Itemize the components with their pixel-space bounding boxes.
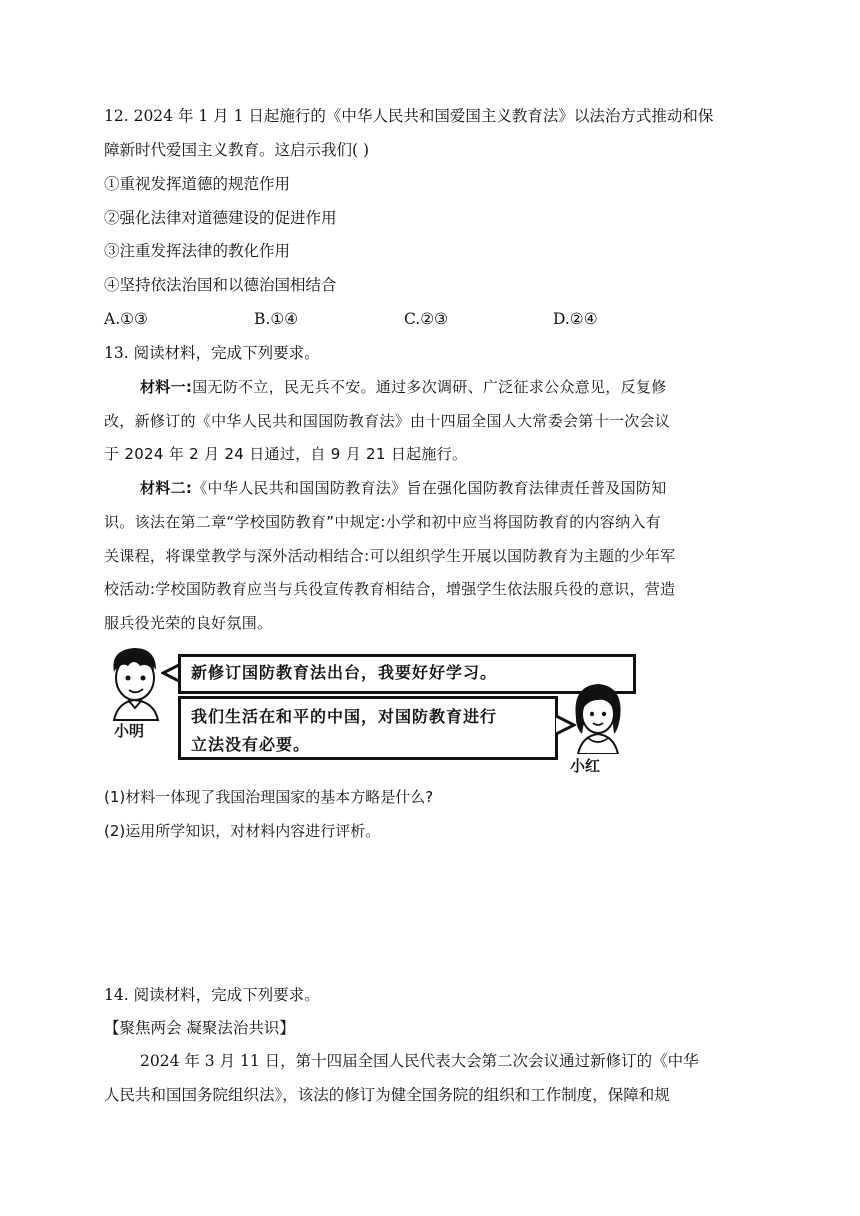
q14-section-heading: 【聚焦两会 凝聚法治共识】 [104, 1019, 295, 1037]
material2-line5: 服兵役光荣的良好氛围。 [104, 614, 273, 632]
choice-a: A.①③ [104, 310, 148, 328]
q12-statement-4: ④坚持依法治国和以德治国相结合 [104, 276, 337, 294]
material2-line4: 校活动:学校国防教育应当与兵役宣传教育相结合，增强学生依法服兵役的意识，营造 [104, 580, 676, 598]
material2-label: 材料二: [140, 479, 193, 497]
q13-subquestion-1: (1)材料一体现了我国治理国家的基本方略是什么? [104, 788, 434, 806]
q14-paragraph-line1: 2024 年 3 月 11 日，第十四届全国人民代表大会第二次会议通过新修订的《中华 [140, 1052, 699, 1070]
q12-statement-3: ③注重发挥法律的教化作用 [104, 242, 291, 260]
boy-figure-icon [100, 642, 170, 722]
q13-title: 13. 阅读材料，完成下列要求。 [104, 344, 320, 362]
choice-d: D.②④ [553, 310, 598, 328]
material2-line3: 关课程，将课堂教学与深外活动相结合:可以组织学生开展以国防教育为主题的少年军 [104, 547, 676, 565]
bubble2-line2: 立法没有必要。 [191, 735, 311, 754]
bubble2-line1: 我们生活在和平的中国，对国防教育进行 [191, 707, 498, 726]
q13-subquestion-2: (2)运用所学知识，对材料内容进行评析。 [104, 822, 381, 840]
material1-line3: 于 2024 年 2 月 24 日通过，自 9 月 21 日起施行。 [104, 445, 468, 463]
speech-bubble-xiaoming: 新修订国防教育法出台，我要好好学习。 [178, 654, 636, 694]
material1-label: 材料一: [140, 378, 193, 396]
speech-bubble-xiaohong [178, 696, 558, 760]
girl-figure-icon [566, 678, 630, 754]
comic-illustration [100, 640, 620, 780]
q12-stem-line1: 12. 2024 年 1 月 1 日起施行的《中华人民共和国爱国主义教育法》以法治方式推动和保 [104, 107, 714, 125]
choice-b: B.①④ [254, 310, 299, 328]
material2-line2: 识。该法在第二章“学校国防教育”中规定:小学和初中应当将国防教育的内容纳入有 [104, 513, 661, 531]
character-name-xiaohong: 小红 [570, 757, 601, 775]
material2-text1: 《中华人民共和国国防教育法》旨在强化国防教育法律责任普及国防知 [192, 479, 667, 497]
character-name-xiaoming: 小明 [114, 722, 145, 740]
material1-text1: 国无防不立，民无兵不安。通过多次调研、广泛征求公众意见，反复修 [192, 378, 667, 396]
q14-title: 14. 阅读材料，完成下列要求。 [104, 986, 320, 1004]
material1-line1 [140, 376, 667, 398]
choice-c: C.②③ [404, 310, 449, 328]
q12-statement-2: ②强化法律对道德建设的促进作用 [104, 209, 337, 227]
q14-paragraph-line2: 人民共和国国务院组织法》，该法的修订为健全国务院的组织和工作制度，保障和规 [104, 1086, 670, 1104]
q12-statement-1: ①重视发挥道德的规范作用 [104, 175, 291, 193]
material1-line2: 改，新修订的《中华人民共和国国防教育法》由十四届全国人大常委会第十一次会议 [104, 412, 671, 430]
q12-stem-line2: 障新时代爱国主义教育。这启示我们( ) [104, 141, 370, 159]
material2-line1 [140, 477, 667, 499]
q12-choices [104, 308, 724, 330]
